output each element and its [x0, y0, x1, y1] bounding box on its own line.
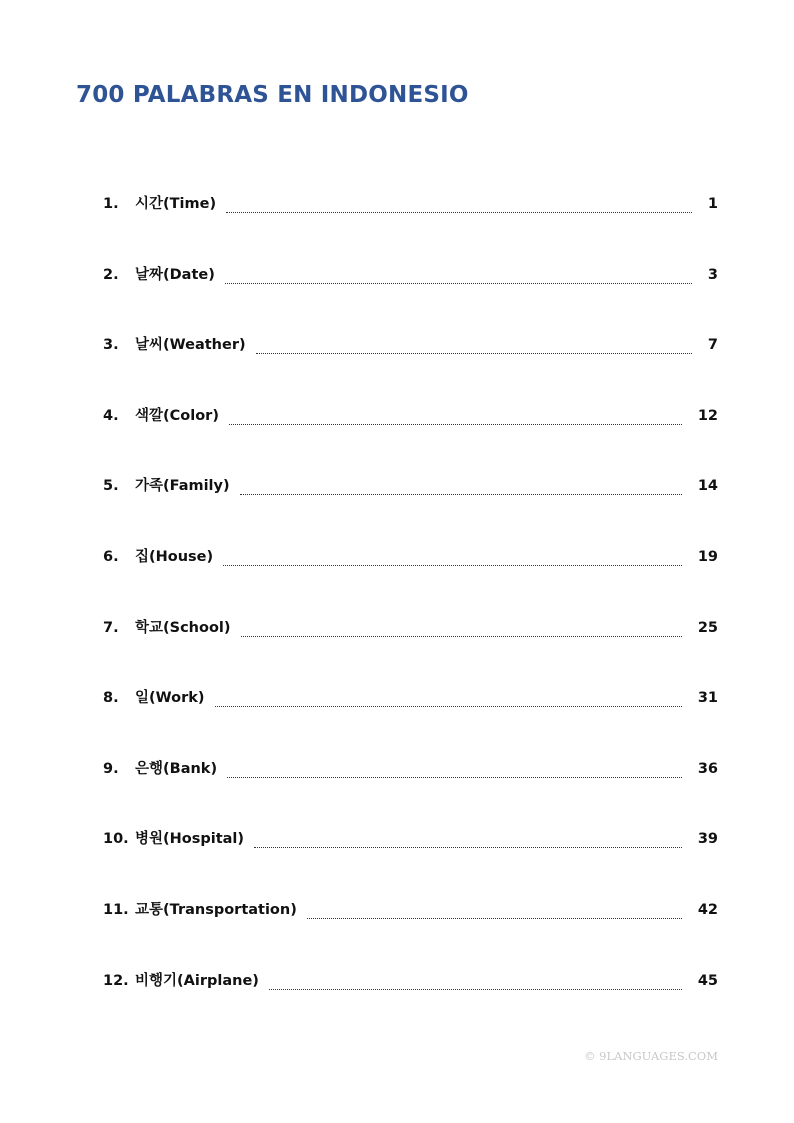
toc-entry-number: 10.	[103, 831, 129, 848]
toc-entry-title: 날짜(Date)	[135, 266, 215, 283]
toc-entry-page: 3	[707, 266, 718, 283]
toc-entry-title: 시간(Time)	[135, 196, 217, 212]
dot-leader	[227, 749, 682, 778]
copyright-watermark: © 9LANGUAGES.COM	[584, 1049, 719, 1063]
toc-entry-number: 7.	[103, 619, 119, 636]
toc-entry-bank[interactable]	[103, 749, 718, 820]
toc-entry-number: 9.	[103, 760, 119, 777]
toc-entry-page: 1	[707, 196, 718, 212]
dot-leader	[225, 255, 692, 284]
toc-entry-hospital[interactable]	[103, 819, 718, 890]
toc-entry-title: 집(House)	[135, 548, 214, 565]
toc-entry-title: 은행(Bank)	[135, 760, 218, 777]
toc-entry-number: 5.	[103, 478, 119, 495]
toc-entry-page: 31	[697, 690, 718, 707]
dot-leader	[307, 890, 682, 919]
dot-leader	[256, 325, 692, 354]
toc-entry-page: 36	[697, 760, 718, 777]
toc-entry-number: 2.	[103, 266, 119, 283]
dot-leader	[229, 396, 682, 425]
toc-entry-school[interactable]	[103, 608, 718, 679]
toc-entry-date[interactable]	[103, 255, 718, 326]
toc-entry-title: 병원(Hospital)	[135, 831, 245, 848]
toc-entry-work[interactable]	[103, 678, 718, 749]
toc-entry-transportation[interactable]	[103, 890, 718, 961]
toc-entry-title: 날씨(Weather)	[135, 337, 246, 354]
dot-leader	[269, 961, 682, 990]
toc-entry-title: 가족(Family)	[135, 478, 230, 495]
toc-entry-number: 3.	[103, 337, 119, 354]
toc-entry-number: 4.	[103, 407, 119, 424]
toc-entry-airplane[interactable]	[103, 961, 718, 1032]
toc-entry-page: 42	[697, 901, 718, 918]
toc-entry-page: 14	[697, 478, 718, 495]
page-title: 700 PALABRAS EN INDONESIO	[76, 82, 469, 108]
toc-entry-page: 19	[697, 548, 718, 565]
toc-entry-title: 학교(School)	[135, 619, 231, 636]
dot-leader	[241, 608, 682, 637]
toc-entry-page: 7	[707, 337, 718, 354]
toc-entry-color[interactable]	[103, 396, 718, 467]
dot-leader	[240, 466, 682, 495]
toc-entry-number: 12.	[103, 972, 129, 989]
dot-leader	[215, 678, 682, 707]
dot-leader	[223, 537, 682, 566]
toc-entry-page: 39	[697, 831, 718, 848]
toc-entry-page: 12	[697, 407, 718, 424]
toc-entry-title: 색깔(Color)	[135, 407, 219, 424]
toc-entry-title: 일(Work)	[135, 690, 205, 707]
dot-leader	[254, 819, 682, 848]
toc-entry-time[interactable]	[103, 184, 718, 255]
toc-entry-title: 비행기(Airplane)	[135, 972, 259, 989]
toc-entry-number: 1.	[103, 196, 119, 212]
toc-entry-family[interactable]	[103, 466, 718, 537]
toc-entry-weather[interactable]	[103, 325, 718, 396]
toc-entry-number: 8.	[103, 690, 119, 707]
toc-entry-page: 25	[697, 619, 718, 636]
toc-entry-house[interactable]	[103, 537, 718, 608]
dot-leader	[226, 184, 692, 213]
toc-entry-number: 6.	[103, 548, 119, 565]
toc-entry-number: 11.	[103, 901, 129, 918]
toc-entry-page: 45	[697, 972, 718, 989]
toc-entry-title: 교통(Transportation)	[135, 901, 297, 918]
table-of-contents	[103, 184, 718, 1031]
